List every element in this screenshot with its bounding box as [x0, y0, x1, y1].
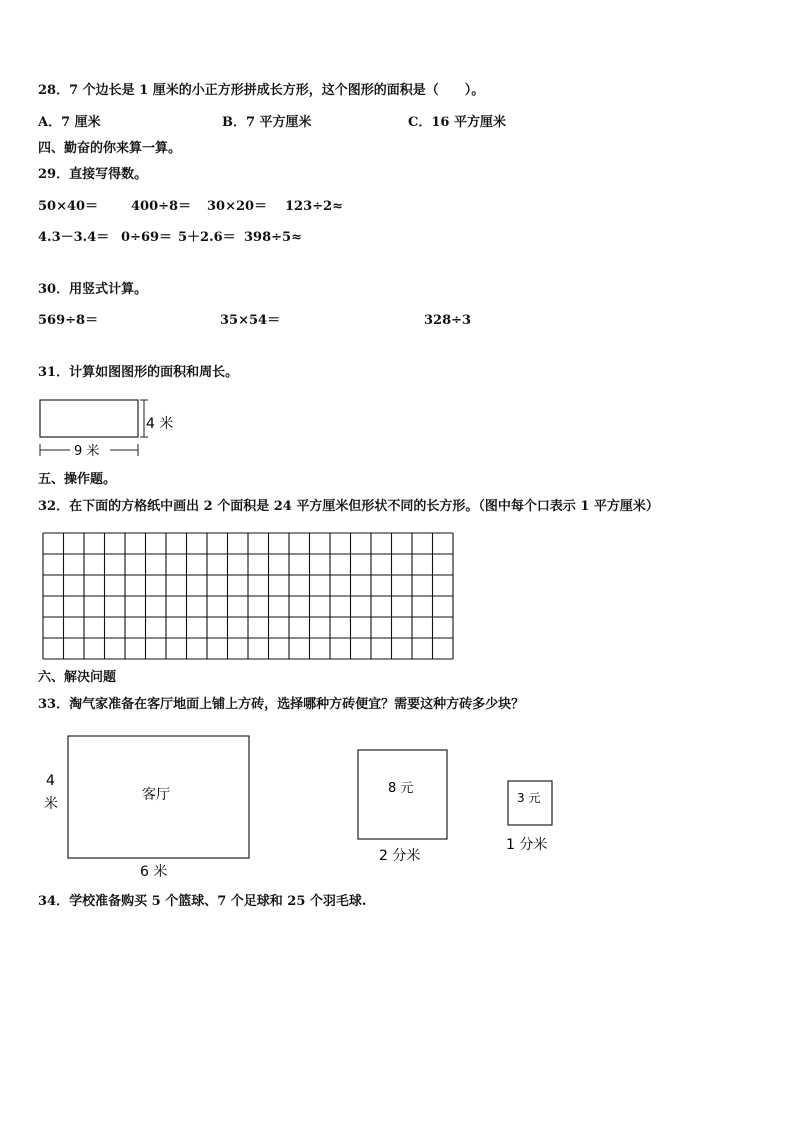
- question-30-stem: 30．用竖式计算。: [38, 282, 148, 297]
- q28-option-a: A．7 厘米: [38, 115, 101, 130]
- question-31-stem: 31．计算如图图形的面积和周长。: [38, 365, 239, 380]
- q29-item-6: 0÷69＝: [121, 230, 173, 245]
- section-6-title: 六、解决问题: [38, 670, 117, 685]
- q31-rectangle-figure: [34, 396, 174, 460]
- room-height-value: 4: [46, 773, 55, 789]
- q29-item-3: 30×20＝: [207, 199, 268, 214]
- question-33-stem: 33．淘气家准备在客厅地面上铺上方砖，选择哪种方砖便宜？需要这种方砖多少块？: [38, 697, 525, 712]
- q28-option-c: C．16 平方厘米: [408, 115, 506, 130]
- q29-item-7: 5＋2.6＝: [178, 230, 236, 245]
- q31-width-label: 9 米: [74, 444, 100, 459]
- section-5-title: 五、操作题。: [38, 472, 117, 487]
- section-4-title: 四、勤奋的你来算一算。: [38, 141, 182, 156]
- grid-paper[interactable]: [40, 530, 458, 664]
- question-29-stem: 29．直接写得数。: [38, 167, 148, 182]
- question-28-stem: 28．7 个边长是 1 厘米的小正方形拼成长方形，这个图形的面积是（ ）。: [38, 83, 485, 98]
- q28-option-b: B．7 平方厘米: [222, 115, 312, 130]
- q29-item-8: 398÷5≈: [244, 230, 302, 245]
- room-height-unit: 米: [44, 796, 58, 812]
- q31-height-label: 4 米: [146, 416, 174, 432]
- q29-item-4: 123÷2≈: [285, 199, 343, 214]
- tile-1-size: 2 分米: [379, 848, 421, 864]
- room-label: 客厅: [142, 787, 170, 803]
- q29-item-1: 50×40＝: [38, 199, 99, 214]
- tile-2-size: 1 分米: [506, 837, 548, 853]
- q30-item-1: 569÷8＝: [38, 313, 99, 328]
- q30-item-2: 35×54＝: [220, 313, 281, 328]
- question-32-stem: 32．在下面的方格纸中画出 2 个面积是 24 平方厘米但形状不同的长方形。（图中每个口表示 1 平方厘米）: [38, 499, 659, 514]
- q29-item-5: 4.3－3.4＝: [38, 230, 110, 245]
- question-34-stem: 34．学校准备购买 5 个篮球、7 个足球和 25 个羽毛球.: [38, 894, 367, 909]
- tile-1-price: 8 元: [388, 781, 414, 796]
- tile-2-price: 3 元: [517, 791, 541, 805]
- q33-figure: [36, 728, 566, 884]
- room-width-label: 6 米: [140, 864, 168, 880]
- q29-item-2: 400÷8＝: [131, 199, 192, 214]
- q30-item-3: 328÷3: [424, 313, 472, 328]
